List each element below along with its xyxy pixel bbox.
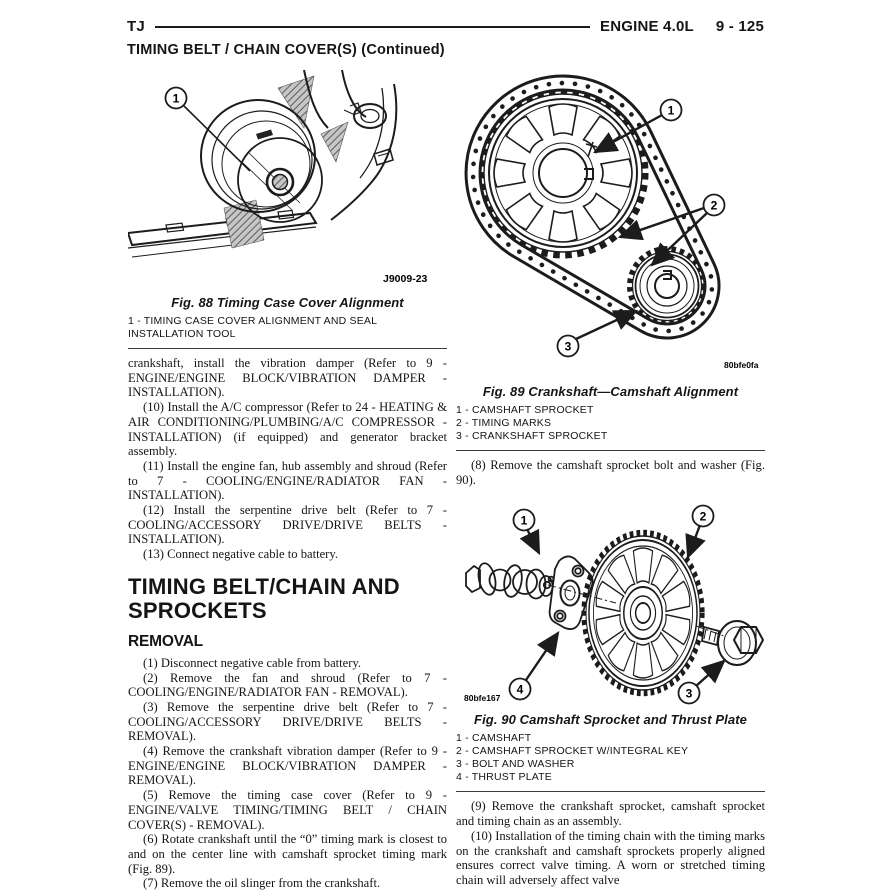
removal-step: (6) Rotate crankshaft until the “0” timing mark is closest to and on the center line with camshaft sprocket timing mark (Fig. 89). [128,832,447,876]
removal-step: (3) Remove the serpentine drive belt (Refer to 7 - COOLING/ACCESSORY DRIVE/DRIVE BELTS - REMOVAL). [128,699,447,744]
fig89-callout-2 [704,195,725,216]
removal-step: (1) Disconnect negative cable from battery. [143,655,362,670]
paragraph: crankshaft, install the vibration damper (Refer to 9 - ENGINE/ENGINE BLOCK/VIBRATION DAMPER - INSTALLATION). [128,356,447,400]
fig88-legend-item: 1 - TIMING CASE COVER ALIGNMENT AND SEAL INSTALLATION TOOL [128,315,377,340]
fig90-callout-4 [510,679,531,700]
fig90-callout-2 [693,506,714,527]
fig90-legend-item: 4 - THRUST PLATE [456,771,552,784]
subsection-heading: REMOVAL [128,632,203,650]
svg-text:4: 4 [516,682,524,697]
removal-step: (2) Remove the fan and shroud (Refer to 7 - COOLING/ENGINE/RADIATOR FAN - REMOVAL). [128,670,447,700]
page-number: 9 - 125 [715,18,764,35]
fig90-illustration [456,493,765,705]
svg-text:1: 1 [667,103,675,118]
fig89-caption: Fig. 89 Crankshaft—Camshaft Alignment [482,384,739,399]
paragraph: (10) Install the A/C compressor (Refer to 24 - HEATING & AIR CONDITIONING/PLUMBING/A/C COMPRESSOR - INSTALLATION) (if equipped) and generator bracket assembly. [128,400,447,459]
page-header [127,18,764,35]
fig89-callout-3 [558,336,579,357]
fig90-code: 80bfe167 [464,693,501,704]
removal-step: (9) Remove the crankshaft sprocket, camshaft sprocket and timing chain as an assembly. [456,799,765,829]
fig90-caption: Fig. 90 Camshaft Sprocket and Thrust Plate [474,712,747,728]
fig90-callout-3 [679,683,700,704]
removal-step: (7) Remove the oil slinger from the crankshaft. [143,876,381,891]
fig89-legend-item: 3 - CRANKSHAFT SPROCKET [456,430,608,442]
section-label: ENGINE 4.0L [599,18,694,35]
paragraph: (13) Connect negative cable to battery. [143,547,339,562]
paragraph: (12) Install the serpentine drive belt (Refer to 7 - COOLING/ACCESSORY DRIVE/DRIVE BELTS - INSTALLATION). [128,503,447,547]
fig89-illustration [456,74,765,372]
continued-heading: TIMING BELT / CHAIN COVER(S) (Continued) [127,42,445,58]
model-label: TJ [127,18,145,35]
svg-text:1: 1 [172,91,180,106]
figure-90 [456,493,765,792]
fig88-caption: Fig. 88 Timing Case Cover Alignment [171,295,404,310]
fig90-callout-1 [514,510,535,531]
header-rule [155,26,590,28]
figure-88 [128,70,447,349]
fig90-divider [456,791,765,792]
svg-text:3: 3 [564,339,572,354]
fig88-illustration [128,70,447,288]
fig88-divider [128,348,447,349]
fig89-divider [456,450,765,451]
svg-text:2: 2 [699,509,707,524]
removal-step: (8) Remove the camshaft sprocket bolt and washer (Fig. 90). [456,458,765,487]
fig90-legend-item: 3 - BOLT AND WASHER [456,758,575,771]
fig89-legend-item: 2 - TIMING MARKS [456,417,552,429]
figure-89 [456,74,765,451]
fig90-legend-item: 2 - CAMSHAFT SPROCKET W/INTEGRAL KEY [456,745,689,758]
removal-step: (5) Remove the timing case cover (Refer to 9 - ENGINE/VALVE TIMING/TIMING BELT / CHAIN COVER(S) - REMOVAL). [128,788,447,832]
removal-step: (10) Installation of the timing chain with the timing marks on the crankshaft and camshaft sprockets properly aligned ensures correct valve timing. A worn or stretched timing chain will adversely affect valve [456,828,765,887]
removal-step: (4) Remove the crankshaft vibration damper (Refer to 9 - ENGINE/ENGINE BLOCK/VIBRATION DAMPER - REMOVAL). [128,744,447,788]
svg-text:3: 3 [685,686,693,701]
fig90-legend-item: 1 - CAMSHAFT [456,732,532,745]
fig88-code: J9009-23 [383,273,428,285]
right-column [456,74,765,888]
section-heading: TIMING BELT/CHAIN AND SPROCKETS [128,573,400,624]
fig88-callout-1 [166,88,187,109]
svg-text:1: 1 [520,513,528,528]
fig89-callout-1 [661,100,682,121]
svg-text:2: 2 [710,198,718,213]
fig89-code: 80bfe0fa [724,360,759,370]
left-column [128,70,447,891]
fig89-legend-item: 1 - CAMSHAFT SPROCKET [456,404,594,416]
paragraph: (11) Install the engine fan, hub assembly and shroud (Refer to 7 - COOLING/ENGINE/RADIATOR FAN - INSTALLATION). [128,458,447,503]
